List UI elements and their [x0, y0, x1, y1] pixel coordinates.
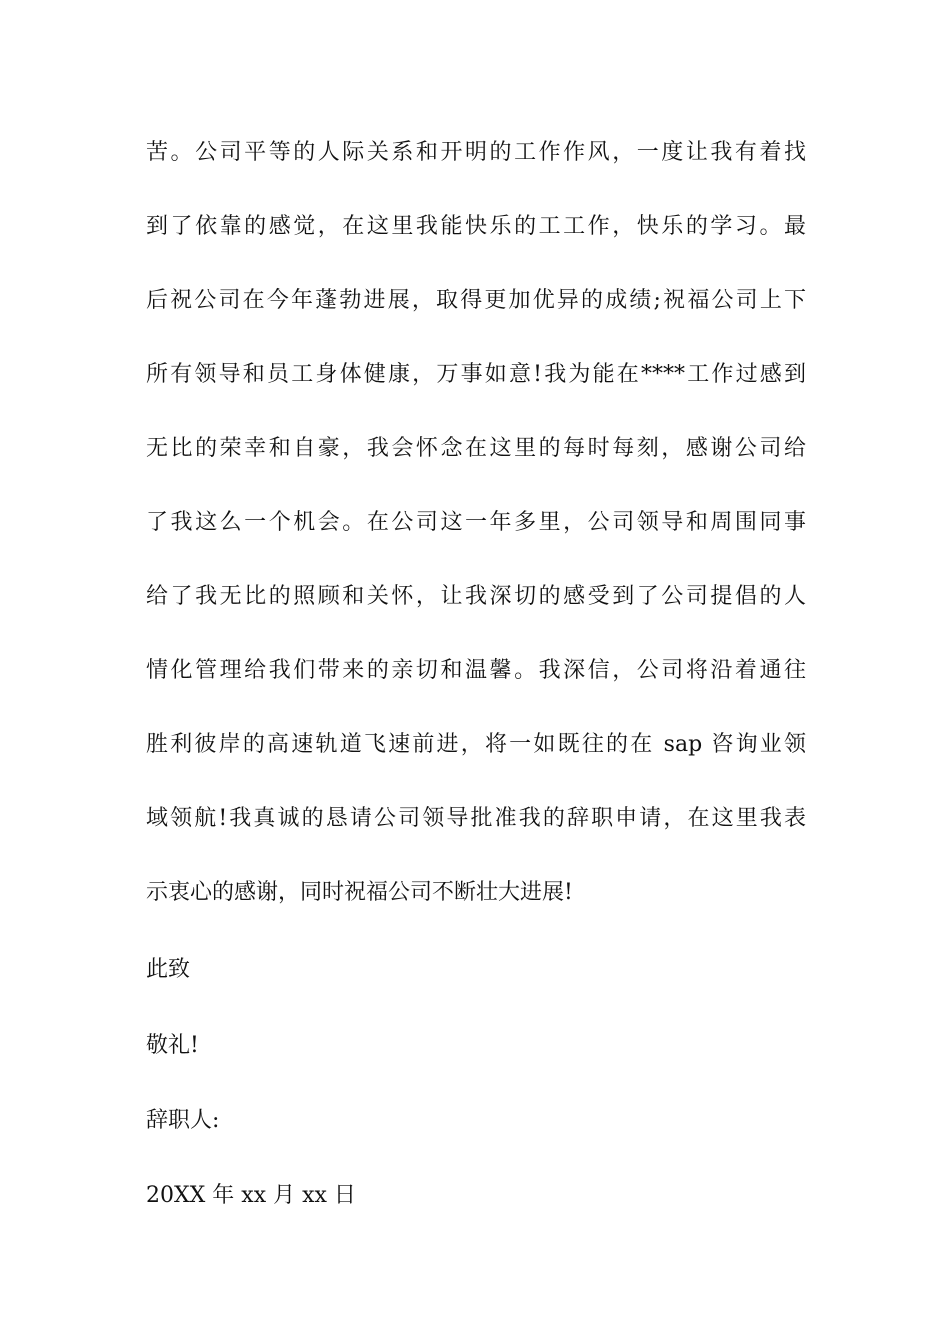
paragraph-line-6: 了我这么一个机会。在公司这一年多里，公司领导和周围同事 [146, 510, 806, 535]
paragraph-line-8: 情化管理给我们带来的亲切和温馨。我深信，公司将沿着通往 [146, 658, 806, 683]
paragraph-line-5: 无比的荣幸和自豪，我会怀念在这里的每时每刻，感谢公司给 [146, 436, 806, 461]
paragraph-line-1: 苦。公司平等的人际关系和开明的工作作风，一度让我有着找 [146, 140, 806, 165]
closing-text: 此致 [146, 957, 191, 982]
paragraph-line-2: 到了依靠的感觉，在这里我能快乐的工工作，快乐的学习。最 [146, 214, 806, 239]
paragraph-line-11: 示衷心的感谢，同时祝福公司不断壮大进展! [146, 880, 573, 905]
signature-label: 辞职人: [146, 1108, 220, 1133]
salutation-text: 敬礼! [146, 1033, 199, 1058]
paragraph-line-4: 所有领导和员工身体健康，万事如意!我为能在****工作过感到 [146, 362, 806, 387]
paragraph-line-10: 域领航!我真诚的恳请公司领导批准我的辞职申请，在这里我表 [146, 806, 806, 831]
paragraph-line-7: 给了我无比的照顾和关怀，让我深切的感受到了公司提倡的人 [146, 584, 806, 609]
paragraph-line-9: 胜利彼岸的高速轨道飞速前进，将一如既往的在 sap 咨询业领 [146, 732, 806, 757]
date-text: 20XX 年 xx 月 xx 日 [146, 1183, 356, 1208]
paragraph-line-3: 后祝公司在今年蓬勃进展，取得更加优异的成绩;祝福公司上下 [146, 288, 806, 313]
